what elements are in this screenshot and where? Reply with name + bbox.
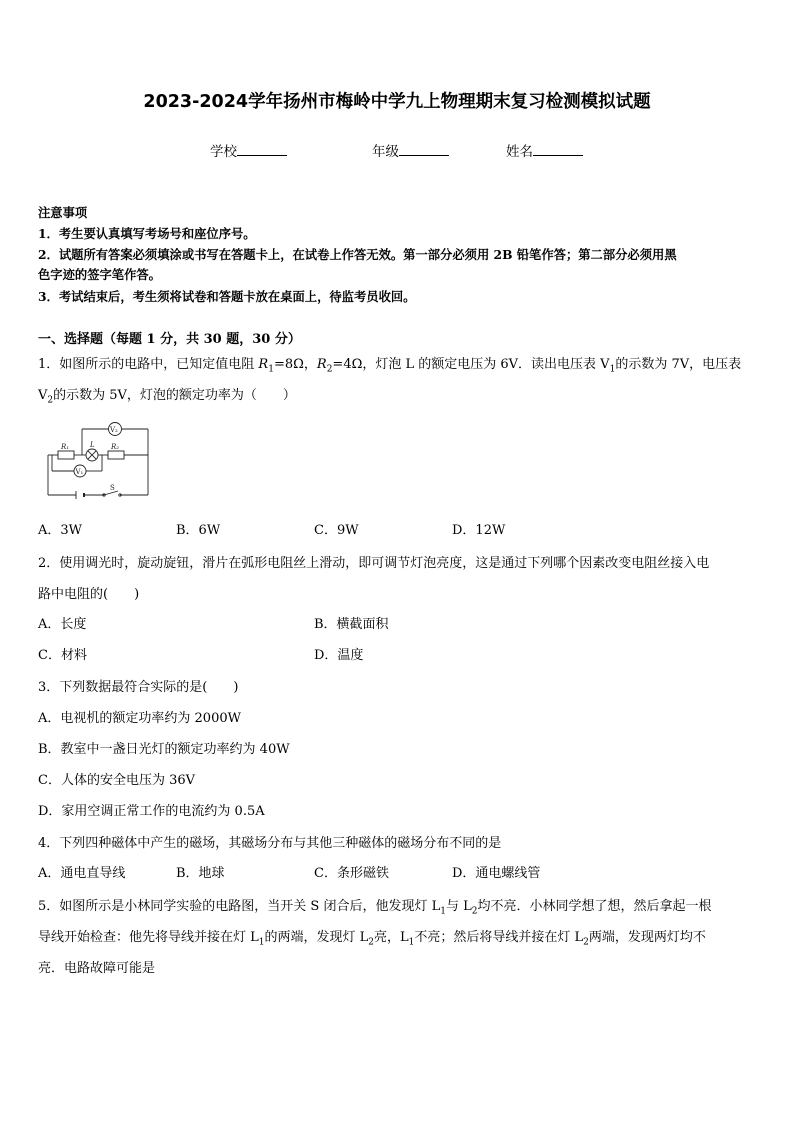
q3-option-d[interactable]: D．家用空调正常工作的电流约为 0.5A: [38, 804, 265, 819]
school-blank: [237, 142, 287, 156]
q1-option-a[interactable]: A．3W: [38, 523, 83, 538]
q3-option-b[interactable]: B．教室中一盏日光灯的额定功率约为 40W: [38, 742, 290, 757]
school-label: 学校: [210, 144, 237, 160]
notice-item: 1．考生要认真填写考场号和座位序号。: [38, 226, 256, 241]
notice-item: 3．考试结束后，考生须将试卷和答题卡放在桌面上，待监考员收回。: [38, 289, 416, 304]
section-heading: 一、选择题（每题 1 分，共 30 题，30 分）: [38, 332, 301, 347]
q5-stem-line3: 亮．电路故障可能是: [38, 961, 156, 976]
q2-option-d[interactable]: D．温度: [314, 648, 364, 663]
name-label: 姓名: [506, 144, 533, 160]
school-field: [210, 140, 287, 160]
grade-field: [372, 140, 449, 160]
q1-stem-line1: 1．如图所示的电路中，已知定值电阻 $R_1=8\Omega$，$R_2=4\Omega$，灯泡 L 的额定电压为 6V．读出电压表 $V_1$的示数为 7V，电压表: [38, 357, 742, 375]
notice-item: 2．试题所有答案必须填涂或书写在答题卡上，在试卷上作答无效。第一部分必须用 2B 铅笔作答；第二部分必须用黑: [38, 247, 677, 262]
grade-blank: [399, 142, 449, 156]
q4-option-a[interactable]: A．通电直导线: [38, 866, 126, 881]
notice-heading: 注意事项: [38, 205, 88, 220]
notice-item: 色字迹的签字笔作答。: [38, 267, 161, 282]
q2-stem-line2: 路中电阻的( ): [38, 587, 140, 602]
q2-stem-line1: 2．使用调光时，旋动旋钮，滑片在弧形电阻丝上滑动，即可调节灯泡亮度，这是通过下列哪个因素改变电阻丝接入电: [38, 556, 710, 571]
fig-v1-label: V₁: [75, 468, 84, 476]
q4-stem: 4．下列四种磁体中产生的磁场，其磁场分布与其他三种磁体的磁场分布不同的是: [38, 836, 502, 851]
q1-option-d[interactable]: D．12W: [452, 523, 506, 538]
page-title: 2023-2024学年扬州市梅岭中学九上物理期末复习检测模拟试题: [143, 92, 651, 112]
grade-label: 年级: [372, 144, 399, 160]
q1-option-b[interactable]: B．6W: [176, 523, 221, 538]
q1-stem-line2: $V_2$的示数为 5V，灯泡的额定功率为（ ）: [38, 388, 296, 406]
fig-s-label: S: [110, 484, 115, 492]
name-blank: [533, 142, 583, 156]
q2-option-b[interactable]: B．横截面积: [314, 617, 389, 632]
q2-option-c[interactable]: C．材料: [38, 648, 87, 663]
q2-option-a[interactable]: A．长度: [38, 617, 87, 632]
fig-r2-label: R₂: [111, 443, 120, 451]
q4-option-c[interactable]: C．条形磁铁: [314, 866, 389, 881]
q4-option-d[interactable]: D．通电螺线管: [452, 866, 541, 881]
q3-stem: 3．下列数据最符合实际的是( ): [38, 680, 239, 695]
q1-option-c[interactable]: C．9W: [314, 523, 359, 538]
q3-option-a[interactable]: A．电视机的额定功率约为 2000W: [38, 711, 241, 726]
q5-stem-line2: 导线开始检查：他先将导线并接在灯 $L_1$的两端，发现灯 $L_2$亮，$L_1$不亮；然后将导线并接在灯 $L_2$两端，发现两灯均不: [38, 930, 706, 948]
q1-circuit-diagram: [40, 418, 154, 502]
q3-option-c[interactable]: C．人体的安全电压为 36V: [38, 773, 196, 788]
fig-r1-label: R₁: [61, 443, 70, 451]
q4-option-b[interactable]: B．地球: [176, 866, 225, 881]
q5-stem-line1: 5．如图所示是小林同学实验的电路图，当开关 S 闭合后，他发现灯 $L_1$与 $L_2$均不亮．小林同学想了想，然后拿起一根: [38, 899, 712, 917]
fig-l-label: L: [90, 441, 95, 449]
name-field: [506, 140, 583, 160]
fig-v2-label: V₂: [110, 426, 118, 434]
